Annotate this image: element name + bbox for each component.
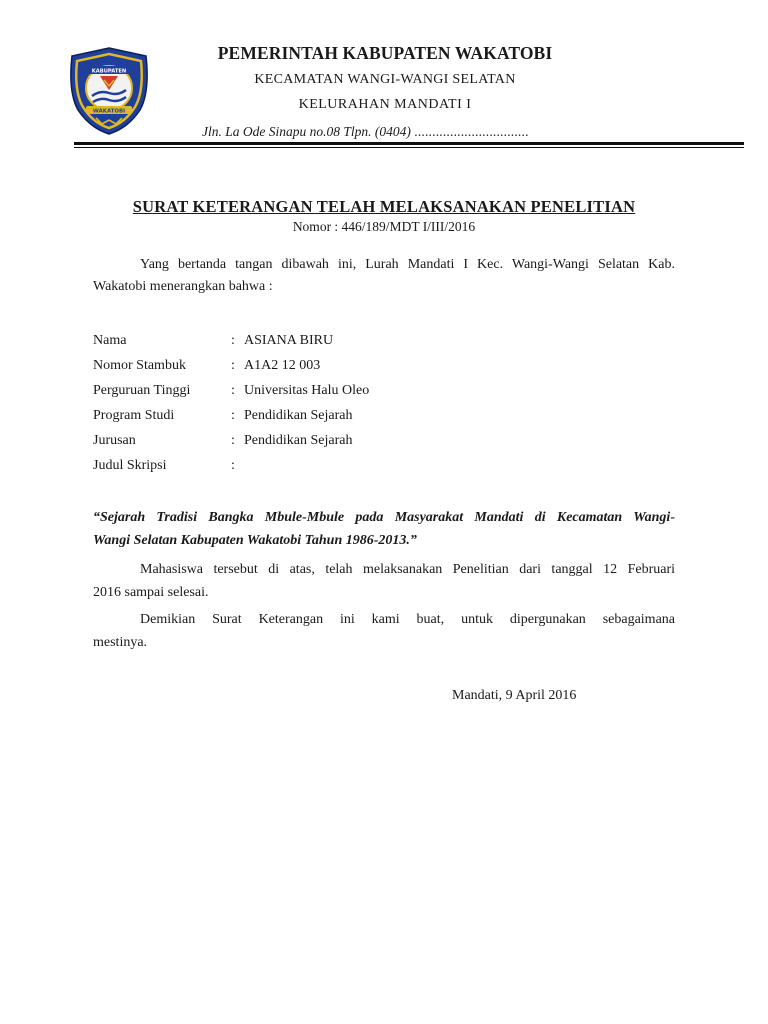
letter-number: Nomor : 446/189/MDT I/III/2016 [292, 219, 476, 234]
intro-line-1: Yang bertanda tangan dibawah ini, Lurah Mandati I Kec. Wangi-Wangi Selatan Kab. [140, 257, 675, 272]
field-label: Jurusan [93, 433, 136, 448]
field-label: Program Studi [93, 408, 175, 423]
letter-date: Mandati, 9 April 2016 [452, 688, 577, 703]
letterhead-thick-rule [74, 142, 744, 145]
closing-paragraph [93, 613, 675, 650]
field-value: A1A2 12 003 [244, 358, 321, 373]
letterhead-district: KECAMATAN WANGI-WANGI SELATAN [254, 72, 516, 87]
closing-line-1: Demikian Surat Keterangan ini kami buat, untuk dipergunakan sebagaimana [140, 612, 675, 627]
research-paragraph [93, 563, 675, 600]
thesis-title [93, 511, 675, 548]
field-colon: : [231, 458, 235, 473]
field-label: Nama [93, 333, 127, 348]
field-colon: : [231, 333, 235, 348]
field-colon: : [231, 408, 235, 423]
research-line-1: Mahasiswa tersebut di atas, telah melaksanakan Penelitian dari tanggal 12 Februari [140, 562, 675, 577]
field-value: Pendidikan Sejarah [244, 433, 353, 448]
thesis-title-line-2: Wangi Selatan Kabupaten Wakatobi Tahun 1986-2013.” [93, 533, 417, 548]
field-label: Nomor Stambuk [93, 358, 186, 373]
thesis-title-line-1: “Sejarah Tradisi Bangka Mbule-Mbule pada Masyarakat Mandati di Kecamatan Wangi- [93, 510, 675, 525]
wakatobi-coat-of-arms-logo [66, 46, 152, 136]
research-line-2: 2016 sampai selesai. [93, 585, 209, 600]
letter-title: SURAT KETERANGAN TELAH MELAKSANAKAN PENELITIAN [132, 197, 636, 216]
letterhead-thin-rule [74, 147, 744, 148]
field-value: Pendidikan Sejarah [244, 408, 353, 423]
address-dots: ................................ [414, 124, 529, 139]
field-colon: : [231, 433, 235, 448]
svg-text:KABUPATEN: KABUPATEN [91, 68, 127, 75]
letterhead-government: PEMERINTAH KABUPATEN WAKATOBI [217, 43, 553, 63]
letterhead-village: KELURAHAN MANDATI I [298, 97, 472, 112]
intro-paragraph [93, 258, 675, 294]
address-text: Jln. La Ode Sinapu no.08 Tlpn. (0404) [202, 124, 411, 139]
field-colon: : [231, 358, 235, 373]
letterhead-address [202, 124, 529, 140]
closing-line-2: mestinya. [93, 635, 148, 650]
field-colon: : [231, 383, 235, 398]
field-value: Universitas Halu Oleo [244, 383, 370, 398]
field-label: Perguruan Tinggi [93, 383, 191, 398]
svg-text:WAKATOBI: WAKATOBI [92, 108, 126, 115]
field-value: ASIANA BIRU [244, 333, 334, 348]
field-label: Judul Skripsi [93, 458, 167, 473]
intro-line-2: Wakatobi menerangkan bahwa : [93, 279, 273, 294]
